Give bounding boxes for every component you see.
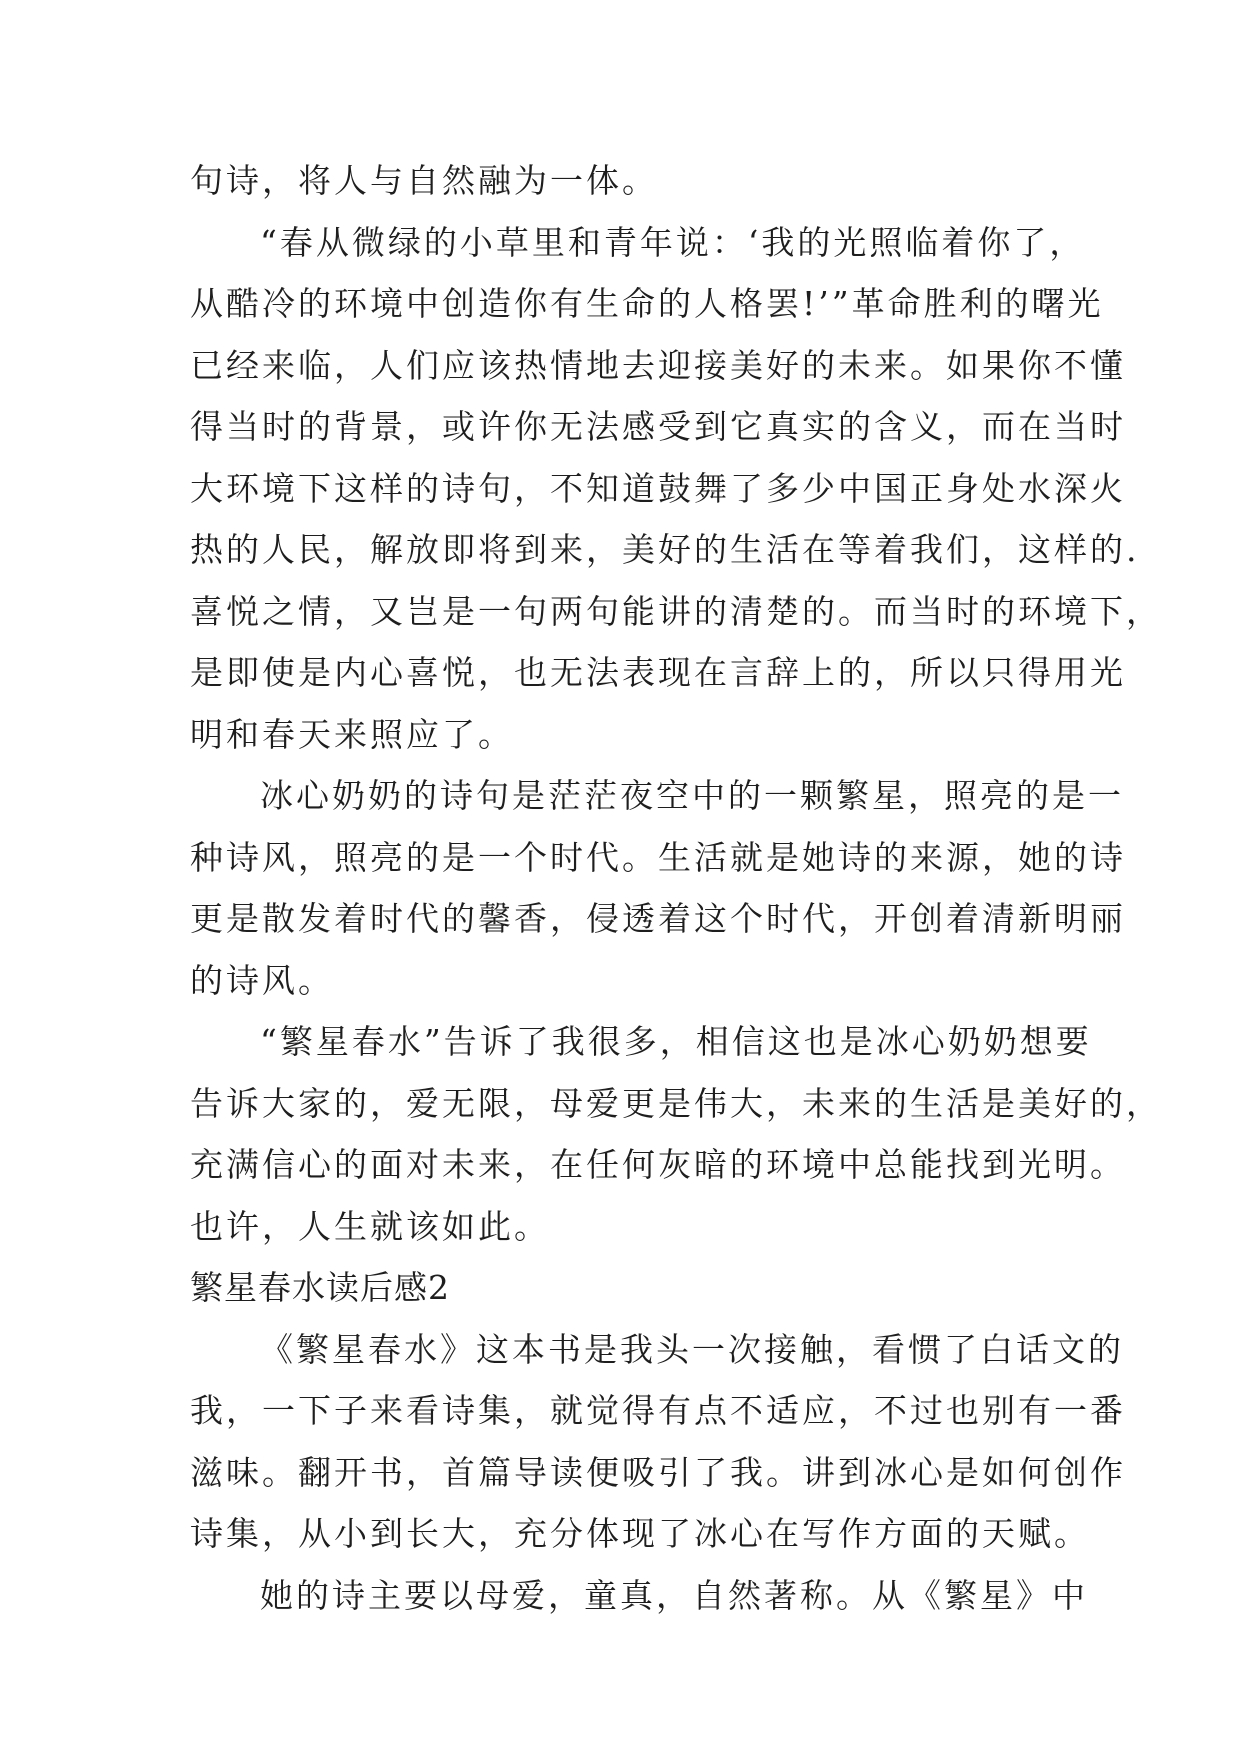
text-line: 滋味。翻开书，首篇导读便吸引了我。讲到冰心是如何创作	[190, 1452, 1126, 1492]
text-line: 她的诗主要以母爱，童真，自然著称。从《繁星》中	[260, 1575, 1088, 1615]
text-line: 种诗风，照亮的是一个时代。生活就是她诗的来源，她的诗	[190, 837, 1126, 877]
text-line: 冰心奶奶的诗句是茫茫夜空中的一颗繁星，照亮的是一	[260, 776, 1124, 815]
text-line: 也许，人生就该如此。	[190, 1206, 550, 1246]
text-line: 我，一下子来看诗集，就觉得有点不适应，不过也别有一番	[190, 1391, 1126, 1430]
text-line: 《繁星春水》这本书是我头一次接触，看惯了白话文的	[260, 1329, 1124, 1369]
text-line: “春从微绿的小草里和青年说：‘我的光照临着你了，	[260, 222, 1086, 262]
text-line: 诗集，从小到长大，充分体现了冰心在写作方面的天赋。	[190, 1514, 1090, 1553]
text-line: 从酷冷的环境中创造你有生命的人格罢!’”革命胜利的曙光	[190, 284, 1104, 323]
text-line: 告诉大家的，爱无限，母爱更是伟大，未来的生活是美好的，	[190, 1083, 1162, 1123]
text-line: 更是散发着时代的馨香，侵透着这个时代，开创着清新明丽	[190, 899, 1126, 938]
text-line: 明和春天来照应了。	[190, 714, 514, 754]
document-body	[190, 150, 1162, 1626]
text-line: 句诗，将人与自然融为一体。	[190, 161, 658, 200]
section-heading: 繁星春水读后感2	[190, 1268, 450, 1307]
text-line: “繁星春水”告诉了我很多，相信这也是冰心奶奶想要	[260, 1022, 1092, 1061]
text-line: 充满信心的面对未来，在任何灰暗的环境中总能找到光明。	[190, 1145, 1126, 1184]
text-line: 大环境下这样的诗句，不知道鼓舞了多少中国正身处水深火	[190, 468, 1126, 508]
text-line: 喜悦之情，又岂是一句两句能讲的清楚的。而当时的环境下，	[190, 591, 1162, 631]
text-line: 已经来临，人们应该热情地去迎接美好的未来。如果你不懂	[190, 345, 1126, 385]
text-line: 得当时的背景，或许你无法感受到它真实的含义，而在当时	[190, 407, 1126, 446]
text-line: 是即使是内心喜悦，也无法表现在言辞上的，所以只得用光	[190, 653, 1126, 692]
text-line: 热的人民，解放即将到来，美好的生活在等着我们，这样的.	[190, 530, 1140, 569]
text-line: 的诗风。	[190, 960, 334, 1000]
